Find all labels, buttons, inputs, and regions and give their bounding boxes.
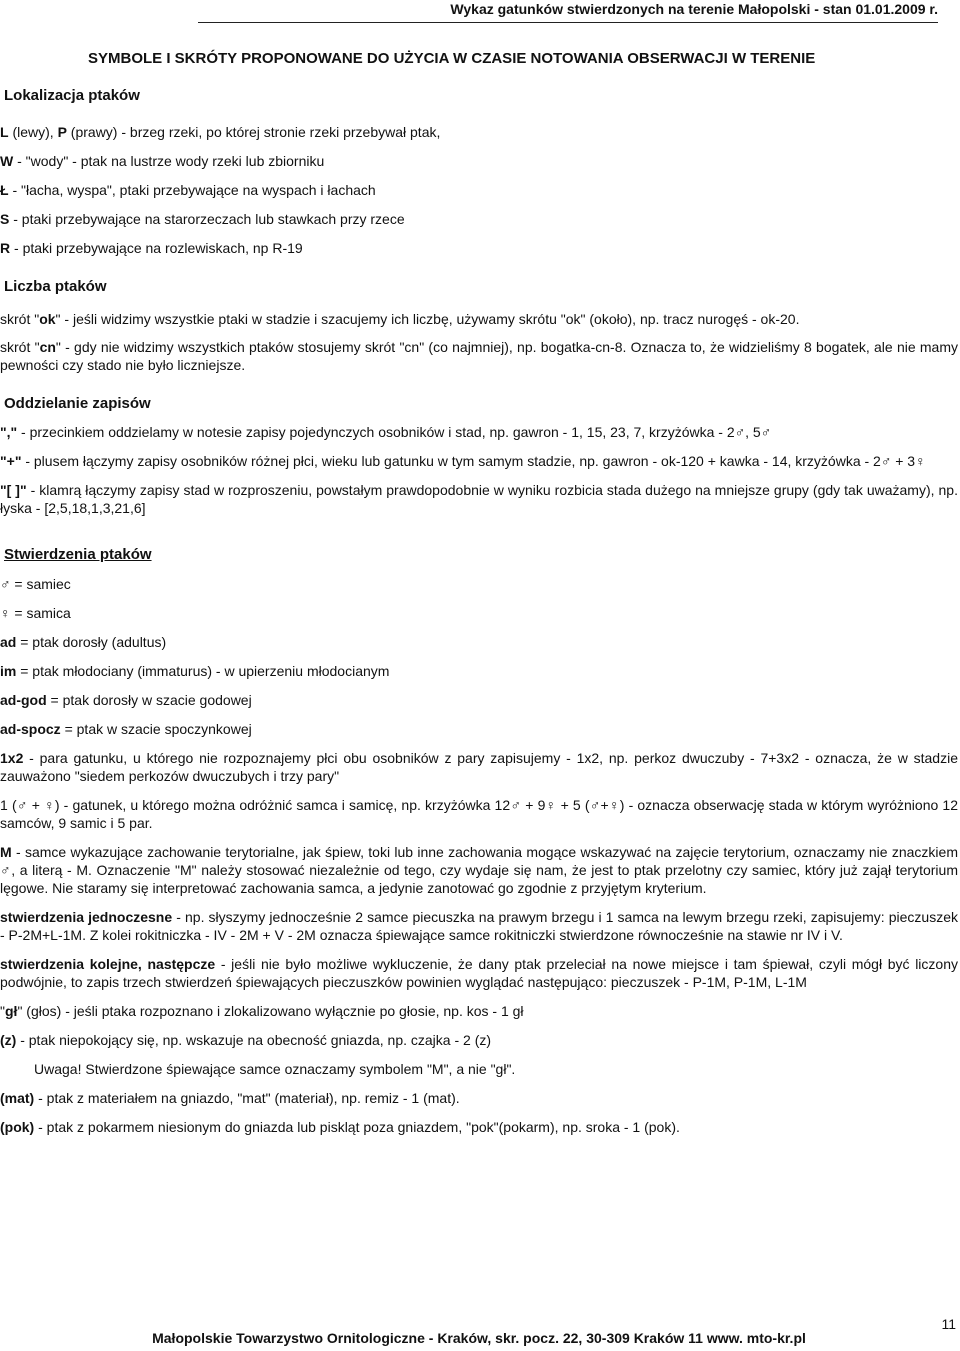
- stwierdzenia-pok: (pok) - ptak z pokarmem niesionym do gniazda lub piskląt poza gniazdem, "pok"(pokarm), np. sroka - 1 (pok).: [0, 1119, 680, 1135]
- stwierdzenia-uwaga: Uwaga! Stwierdzone śpiewające samce oznaczamy symbolem "M", a nie "gł".: [34, 1061, 516, 1077]
- oddzielanie-bracket: "[ ]" - klamrą łączymy zapisy stad w rozproszeniu, powstałym prawdopodobnie w wyniku rozbicia stada dużego na mniejsze grupy (gdy tak uważamy), np. łyska - [2,5,18,1,3,21,6]: [0, 482, 958, 516]
- stwierdzenia-z: (z) - ptak niepokojący się, np. wskazuje na obecność gniazda, np. czajka - 2 (z): [0, 1032, 492, 1048]
- lokalizacja-list: [0, 123, 958, 257]
- lokalizacja-item-l: L (lewy), P (prawy) - brzeg rzeki, po której stronie rzeki przebywał ptak,: [0, 124, 441, 140]
- oddzielanie-plus: "+" - plusem łączymy zapisy osobników różnej płci, wieku lub gatunku w tym samym stadzie, np. gawron - ok-120 + kawka - 14, krzyżówka - 2♂ + 3♀: [0, 453, 926, 469]
- page-footer: Małopolskie Towarzystwo Ornitologiczne - Kraków, skr. pocz. 22, 30-309 Kraków 11 www. mto-kr.pl: [152, 1330, 806, 1346]
- liczba-ok: skrót "ok" - jeśli widzimy wszystkie ptaki w stadzie i szacujemy ich liczbę, używamy skrótu "ok" (około), np. tracz nurogęś - ok-20.: [0, 311, 800, 327]
- lokalizacja-item-l2: Ł - "łacha, wyspa", ptaki przebywające na wyspach i łachach: [0, 182, 376, 198]
- oddzielanie-comma: "," - przecinkiem oddzielamy w notesie zapisy pojedynczych osobników i stad, np. gawron - 1, 15, 23, 7, krzyżówka - 2♂, 5♂: [0, 424, 772, 440]
- stwierdzenia-m: M - samce wykazujące zachowanie terytorialne, jak śpiew, toki lub inne zachowania mogące wskazywać na zajęcie terytorium, oznaczamy nie znaczkiem ♂, a literą - M. Oznaczenie "M" należy stosować niezależnie od tego, czy wydaje się nam, że jest to ptak przelotny czy samiec, który już zajął terytorium lęgowe. Nie staramy się interpretować zachowania samca, a jedynie zanotować go zgodnie z przyjętym kryterium.: [0, 844, 958, 896]
- stwierdzenia-mat: (mat) - ptak z materiałem na gniazdo, "mat" (materiał), np. remiz - 1 (mat).: [0, 1090, 460, 1106]
- stwierdzenia-im: im = ptak młodociany (immaturus) - w upierzeniu młodocianym: [0, 663, 390, 679]
- stwierdzenia-1x2: 1x2 - para gatunku, u którego nie rozpoznajemy płci obu osobników z pary zapisujemy - 1x2, np. perkoz dwuczuby - 7+3x2 - oznacza, że w stadzie zauważono "siedem perkozów dwuczubych i trzy pary": [0, 750, 958, 784]
- section-title-stwierdzenia: Stwierdzenia ptaków: [4, 546, 152, 563]
- main-heading: SYMBOLE I SKRÓTY PROPONOWANE DO UŻYCIA W CZASIE NOTOWANIA OBSERWACJI W TERENIE: [88, 50, 816, 67]
- document-body: [0, 48, 958, 1136]
- lokalizacja-item-s: S - ptaki przebywające na starorzeczach lub stawkach przy rzece: [0, 211, 405, 227]
- section-title-oddzielanie: Oddzielanie zapisów: [4, 395, 151, 412]
- page-number: 11: [941, 1316, 956, 1332]
- stwierdzenia-samica: ♀ = samica: [0, 605, 71, 621]
- lokalizacja-item-r: R - ptaki przebywające na rozlewiskach, np R-19: [0, 240, 303, 256]
- stwierdzenia-jednoczesne: stwierdzenia jednoczesne - np. słyszymy jednocześnie 2 samce piecuszka na prawym brzegu i 1 samca na lewym brzegu rzeki, zapisujemy: pieczuszek - P-2M+L-1M. Z kolei rokitniczka - IV - 2M + V - 2M oznacza śpiewające samce rokitniczki stwierdzone równocześnie na stawie nr IV i V.: [0, 909, 958, 943]
- stwierdzenia-adspocz: ad-spocz = ptak w szacie spoczynkowej: [0, 721, 252, 737]
- stwierdzenia-adgod: ad-god = ptak dorosły w szacie godowej: [0, 692, 252, 708]
- section-title-liczba: Liczba ptaków: [4, 278, 107, 295]
- stwierdzenia-kolejne: stwierdzenia kolejne, następcze - jeśli nie było możliwe wykluczenie, że dany ptak przeleciał na nowe miejsce i tam śpiewał, czyli mógł być liczony podwójnie, to zapis trzech stwierdzeń śpiewających pieczuszków powinien wyglądać następująco: pieczuszek - P-1M, P-1M, L-1M: [0, 956, 958, 990]
- stwierdzenia-ad: ad = ptak dorosły (adultus): [0, 634, 167, 650]
- liczba-cn: skrót "cn" - gdy nie widzimy wszystkich ptaków stosujemy skrót "cn" (co najmniej), np. bogatka-cn-8. Oznacza to, że widzieliśmy 8 bogatek, ale nie mamy pewności czy stado nie było liczniejsze.: [0, 339, 958, 373]
- stwierdzenia-samiec: ♂ = samiec: [0, 576, 71, 592]
- stwierdzenia-pary: 1 (♂ + ♀) - gatunek, u którego można odróżnić samca i samicę, np. krzyżówka 12♂ + 9♀ + 5 (♂+♀) - oznacza obserwację stada w którym wyróżniono 12 samców, 9 samic i 5 par.: [0, 797, 958, 831]
- lokalizacja-item-w: W - "wody" - ptak na lustrze wody rzeki lub zbiorniku: [0, 153, 325, 169]
- section-title-lokalizacja: Lokalizacja ptaków: [4, 87, 140, 104]
- page-header-title: Wykaz gatunków stwierdzonych na terenie Małopolski - stan 01.01.2009 r.: [198, 0, 938, 23]
- stwierdzenia-gl: "gł" (głos) - jeśli ptaka rozpoznano i zlokalizowano wyłącznie po głosie, np. kos - 1 gł: [0, 1003, 524, 1019]
